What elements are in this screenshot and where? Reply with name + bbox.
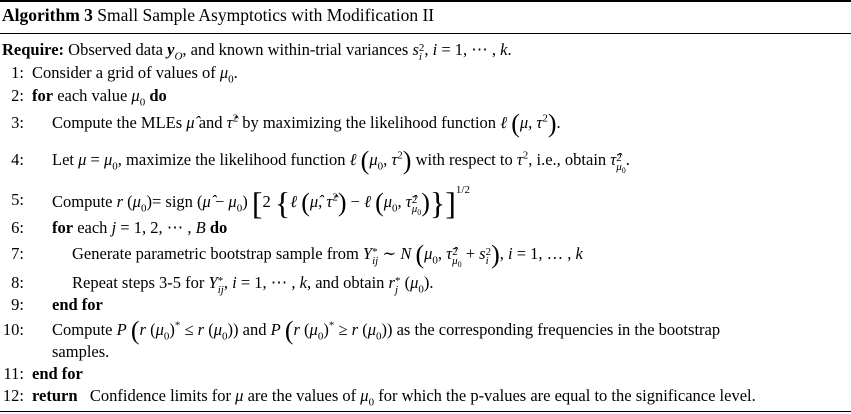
step-number: 10: (2, 320, 24, 339)
header-rule (0, 33, 851, 34)
step-10-cont: samples. (52, 342, 110, 361)
step-1: Consider a grid of values of $\mu_0$. (32, 63, 238, 86)
step-number: 1: (11, 63, 24, 82)
step-7: Generate parametric bootstrap sample from Y * ij ∼ N ($\mu_0$, τ̂ 2 $\mu_0$ + s 2 i ), i = 1, … , k (72, 240, 583, 270)
step-number: 12: (2, 386, 24, 405)
step-number: 8: (11, 273, 24, 292)
step-5: Compute r $(\mu_0)=$ sign (μ̂ − $\mu_0$) [2 {ℓ (μ̂, τ̂$^2$) − ℓ ($\mu_0$, τ̂ 2 $\mu_0$ )}]$^{1/2}$ (52, 184, 470, 221)
algorithm-header (2, 5, 434, 25)
top-rule (0, 0, 851, 2)
step-number: 9: (11, 295, 24, 314)
step-4: Let $\mu = \mu_0$, maximize the likelihood function ℓ ($\mu_0$, $\tau^2$) with respect to $\tau^2$, i.e., obtain τ̂ 2 $\mu_0$ . (52, 146, 630, 176)
step-number: 3: (11, 113, 24, 132)
require-line: Require: Observed data $y_O$, and known within-trial variances s 2 i , i = 1, ⋯ , k. (2, 40, 512, 63)
step-number: 4: (11, 150, 24, 169)
step-12: return Confidence limits for μ are the values of $\mu_0$ for which the p-values are equal to the significance level. (32, 386, 756, 409)
step-number: 5: (11, 190, 24, 209)
step-10: Compute P (r $(\mu_0)^* \le r$ $(\mu_0)$) and P (r $(\mu_0)^* \ge r$ $(\mu_0)$) as the corresponding frequencies in the bootstrap (52, 316, 721, 345)
step-8: Repeat steps 3-5 for Y * ij , i = 1, ⋯ , k, and obtain r * j $(\mu_0)$. (72, 273, 434, 296)
step-number: 11: (3, 364, 24, 383)
step-3: Compute the MLEs μ̂ and τ̂$^2$ by maximizing the likelihood function ℓ (μ, $\tau^2$). (52, 109, 561, 138)
step-number: 6: (11, 218, 24, 237)
bottom-rule (0, 411, 851, 412)
step-9: end for (52, 295, 103, 314)
step-11: end for (32, 364, 83, 383)
algorithm-label: Algorithm 3 (2, 5, 93, 25)
require-keyword: Require: (2, 40, 65, 59)
step-6: for each j = 1, 2, ⋯ , B do (52, 218, 228, 237)
step-number: 7: (11, 244, 24, 263)
algorithm-title: Small Sample Asymptotics with Modification II (97, 5, 435, 25)
step-2: for each value $\mu_0$ do (32, 86, 167, 109)
step-number: 2: (11, 86, 24, 105)
